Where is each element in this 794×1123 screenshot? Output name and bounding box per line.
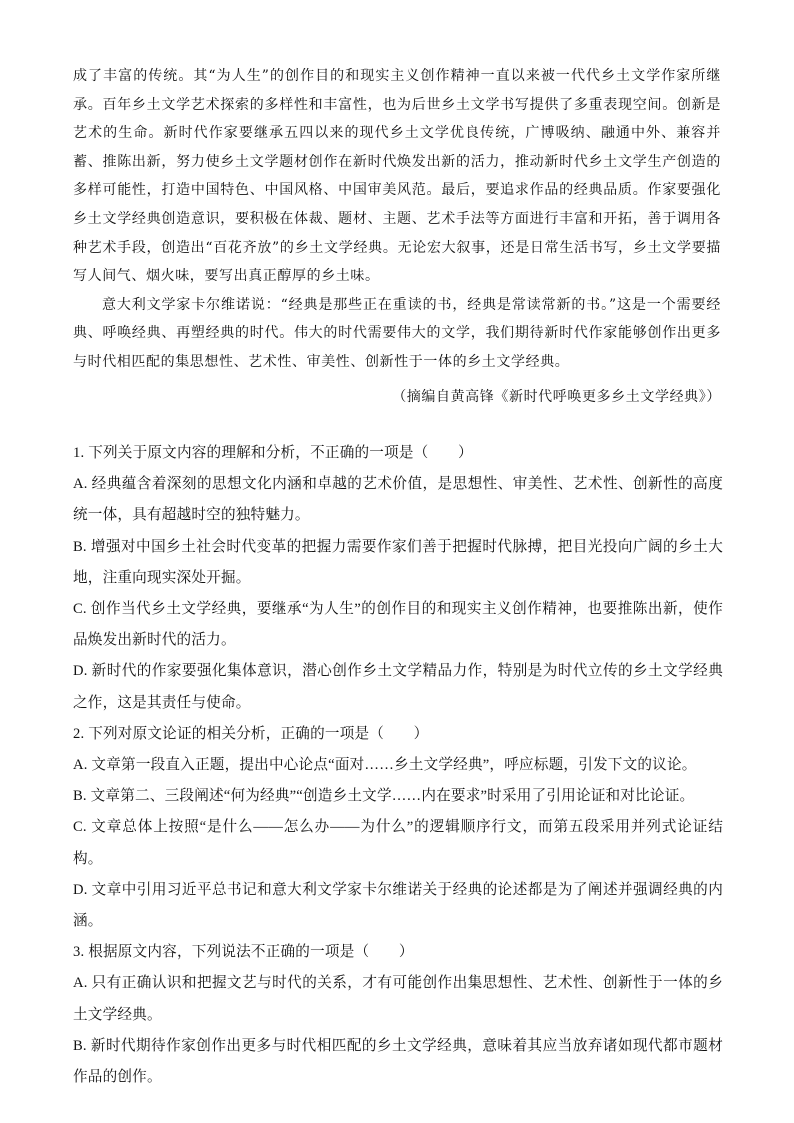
passage-paragraph-2: 意大利文学家卡尔维诺说：“经典是那些正在重读的书，经典是常读常新的书。”这是一个需要经典、呼唤经典、再塑经典的时代。伟大的时代需要伟大的文学，我们期待新时代作家能够创作出更多与时代相匹配的集思想性、艺术性、审美性、创新性于一体的乡土文学经典。 [73, 296, 721, 370]
question-stem: 1. 下列关于原文内容的理解和分析，不正确的一项是（ ） [73, 445, 473, 461]
option-d: D. 文章中引用习近平总书记和意大利文学家卡尔维诺关于经典的论述都是为了阐述并强调经典的内涵。 [73, 881, 723, 930]
option-c: C. 创作当代乡土文学经典，要继承“为人生”的创作目的和现实主义创作精神，也要推陈出新，使作品焕发出新时代的活力。 [73, 601, 723, 649]
option-b: B. 新时代期待作家创作出更多与时代相匹配的乡土文学经典，意味着其应当放弃诸如现代都市题材作品的创作。 [73, 1037, 723, 1086]
option-b: B. 文章第二、三段阐述“何为经典”“创造乡土文学……内在要求”时采用了引用论证和对比论证。 [73, 788, 695, 805]
question-3 [73, 937, 723, 1093]
option-a: A. 经典蕴含着深刻的思想文化内涵和卓越的艺术价值，是思想性、审美性、艺术性、创新性的高度统一体，具有超越时空的独特魅力。 [73, 476, 723, 524]
reading-passage [73, 62, 721, 411]
question-section [73, 438, 723, 1093]
option-c: C. 文章总体上按照“是什么——怎么办——为什么”的逻辑顺序行文，而第五段采用并列式论证结构。 [73, 819, 723, 867]
option-d: D. 新时代的作家要强化集体意识，潜心创作乡土文学精品力作，特别是为时代立传的乡土文学经典之作，这是其责任与使命。 [73, 663, 723, 711]
question-stem: 2. 下列对原文论证的相关分析，正确的一项是（ ） [73, 725, 429, 742]
option-b: B. 增强对中国乡土社会时代变革的把握力需要作家们善于把握时代脉搏，把目光投向广阔的乡土大地，注重向现实深处开掘。 [73, 538, 723, 586]
option-a: A. 只有正确认识和把握文艺与时代的关系，才有可能创作出集思想性、艺术性、创新性于一体的乡土文学经典。 [73, 975, 723, 1023]
question-1 [73, 438, 723, 719]
option-a: A. 文章第一段直入正题，提出中心论点“面对……乡土文学经典”，呼应标题，引发下文的议论。 [73, 757, 697, 774]
passage-source: （摘编自黄高锋《新时代呼唤更多乡土文学经典》） [392, 388, 721, 405]
question-2 [73, 719, 723, 937]
passage-paragraph-1: 成了丰富的传统。其“为人生”的创作目的和现实主义创作精神一直以来被一代代乡土文学作家所继承。百年乡土文学艺术探索的多样性和丰富性，也为后世乡土文学书写提供了多重表现空间。创新是艺术的生命。新时代作家要继承五四以来的现代乡土文学优良传统，广博吸纳、融通中外、兼容并蓄、推陈出新，努力使乡土文学题材创作在新时代焕发出新的活力，推动新时代乡土文学生产创造的多样可能性，打造中国特色、中国风格、中国审美风范。最后，要追求作品的经典品质。作家要强化乡土文学经典创造意识，要积极在体裁、题材、主题、艺术手法等方面进行丰富和开拓，善于调用各种艺术手段，创造出“百花齐放”的乡土文学经典。无论宏大叙事，还是日常生活书写，乡土文学要描写人间气、烟火味，要写出真正醇厚的乡土味。 [73, 68, 721, 285]
question-stem: 3. 根据原文内容，下列说法不正确的一项是（ ） [73, 944, 414, 961]
